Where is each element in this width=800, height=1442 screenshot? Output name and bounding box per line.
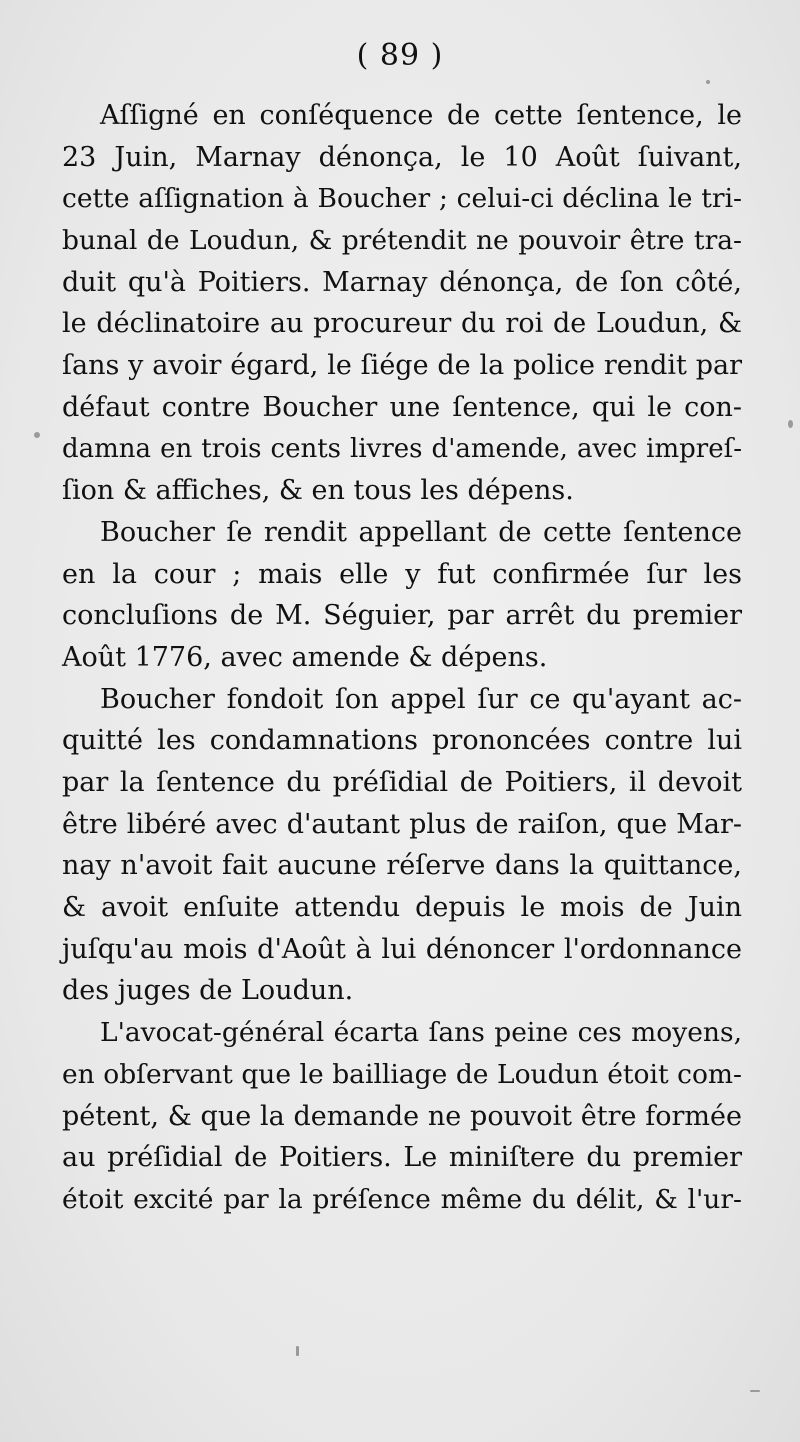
text-line: duit qu'à Poitiers. Marnay dénonça, de ſon côté, — [62, 266, 742, 298]
body-text — [62, 95, 742, 1221]
text-line: cette aſſignation à Boucher ; celui-ci déclina le tri- — [62, 183, 742, 215]
text-line: nay n'avoit fait aucune réſerve dans la quittance, — [62, 850, 742, 882]
text-line: Boucher fondoit ſon appel ſur ce qu'ayant ac- — [100, 683, 742, 715]
paper-speck — [706, 80, 710, 84]
text-line: bunal de Loudun, & prétendit ne pouvoir être tra- — [62, 225, 742, 257]
text-line: juſqu'au mois d'Août à lui dénoncer l'ordonnance — [62, 933, 742, 965]
text-line: en la cour ; mais elle y fut confirmée ſur les — [62, 558, 742, 590]
text-line: étoit excité par la préſence même du délit, & l'ur- — [62, 1183, 742, 1215]
text-line: être libéré avec d'autant plus de raiſon, que Mar- — [62, 808, 742, 840]
text-line: défaut contre Boucher une ſentence, qui le con- — [62, 391, 742, 423]
text-line: Août 1776, avec amende & dépens. — [62, 641, 548, 673]
text-line: damna en trois cents livres d'amende, avec impreſ- — [62, 433, 742, 464]
paper-speck — [750, 1390, 760, 1392]
text-line: au préſidial de Poitiers. Le miniſtere du premier — [62, 1142, 742, 1174]
text-line: ſans y avoir égard, le ſiége de la police rendit par — [62, 350, 742, 382]
paper-speck — [788, 420, 793, 428]
text-line: pétent, & que la demande ne pouvoit être formée — [62, 1100, 742, 1132]
text-line: ſion & affiches, & en tous les dépens. — [62, 475, 574, 507]
text-line: L'avocat-général écarta ſans peine ces moyens, — [100, 1017, 742, 1049]
page-number: ( 89 ) — [356, 38, 444, 73]
text-line: par la ſentence du préſidial de Poitiers, il devoit — [62, 767, 742, 798]
text-line: Boucher ſe rendit appellant de cette ſentence — [100, 516, 742, 548]
text-line: Aſſigné en conſéquence de cette ſentence, le — [100, 100, 742, 131]
text-line: 23 Juin, Marnay dénonça, le 10 Août ſuivant, — [62, 141, 742, 173]
paper-speck — [34, 432, 40, 438]
text-line: concluſions de M. Séguier, par arrêt du premier — [62, 600, 742, 632]
text-line: & avoit enſuite attendu depuis le mois de Juin — [62, 892, 742, 924]
text-line: quitté les condamnations prononcées contre lui — [62, 725, 742, 757]
text-line: des juges de Loudun. — [62, 975, 354, 1007]
text-line: en obſervant que le bailliage de Loudun étoit com- — [62, 1058, 742, 1090]
paper-speck — [296, 1346, 299, 1356]
text-line: le déclinatoire au procureur du roi de Loudun, & — [62, 308, 742, 340]
